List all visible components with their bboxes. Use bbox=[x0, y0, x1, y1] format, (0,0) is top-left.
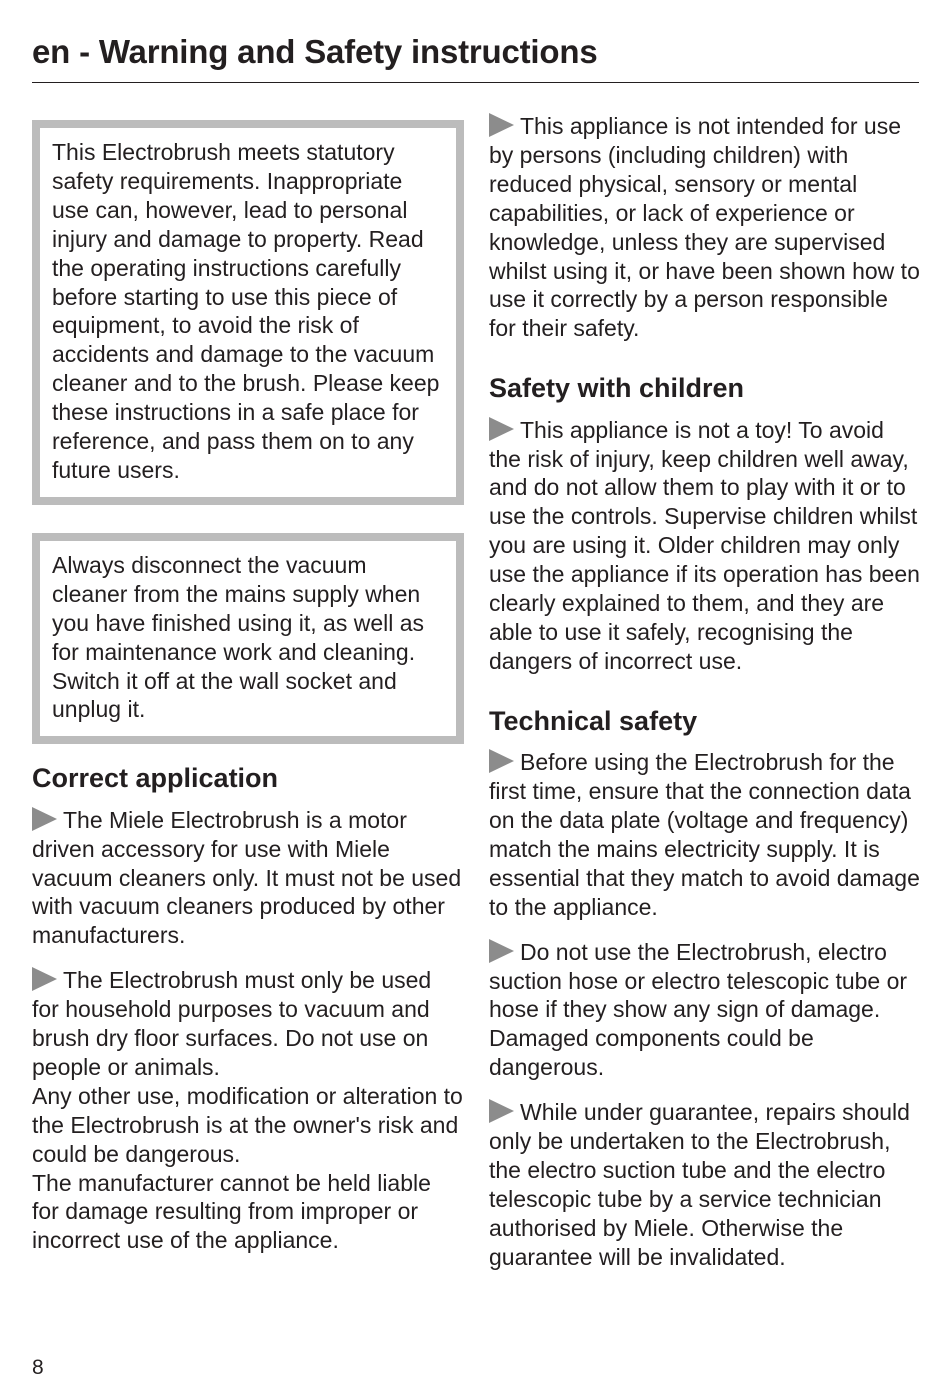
capabilities-warning bbox=[489, 110, 921, 343]
correct-application-item-1-text: The Miele Electrobrush is a motor driven accessory for use with Miele vacuum cleaners only. It must not be used with vacuum cleaners produced by other manufacturers. bbox=[32, 806, 462, 949]
page-number: 8 bbox=[32, 1356, 44, 1379]
bullet-arrow-icon bbox=[32, 807, 57, 831]
correct-application-item-2 bbox=[32, 964, 464, 1082]
page-title: en - Warning and Safety instructions bbox=[32, 33, 598, 70]
left-column bbox=[32, 110, 464, 1255]
technical-safety-heading: Technical safety bbox=[489, 705, 698, 736]
technical-item-3-text: While under guarantee, repairs should only be undertaken to the Electrobrush, the electro suction tube and the electro telescopic tube by a service technician authorised by Miele. Otherwise the guarantee will be invalidated. bbox=[489, 1099, 910, 1270]
bullet-arrow-icon bbox=[489, 939, 514, 963]
technical-item-1-text: Before using the Electrobrush for the first time, ensure that the connection data on the data plate (voltage and frequency) match the mains electricity supply. It is essential that they match to avoid damage to the appliance. bbox=[489, 749, 920, 920]
correct-application-note-1: Any other use, modification or alteration to the Electrobrush is at the owner's risk and could be dangerous. bbox=[32, 1082, 463, 1167]
technical-item-2-text: Do not use the Electrobrush, electro suction hose or electro telescopic tube or hose if they show any sign of damage. Damaged components could be dangerous. bbox=[489, 938, 908, 1081]
technical-item-1 bbox=[489, 746, 921, 921]
correct-application-item-2-text: The Electrobrush must only be used for household purposes to vacuum and brush dry floor surfaces. Do not use on people or animals. bbox=[32, 967, 432, 1080]
correct-application-heading: Correct application bbox=[32, 763, 279, 794]
right-column bbox=[489, 110, 921, 1272]
disconnect-warning-box bbox=[32, 533, 464, 744]
children-item-1-text: This appliance is not a toy! To avoid the risk of injury, keep children well away, and do not allow them to play with it or to use the controls. Supervise children whilst you are using it. Older children may only use the appliance if its operation has been clearly explained to them, and they are able to use it safely, recognising the dangers of incorrect use. bbox=[489, 416, 920, 674]
technical-item-2 bbox=[489, 936, 921, 1083]
bullet-arrow-icon bbox=[489, 1099, 514, 1123]
correct-application-note-2: The manufacturer cannot be held liable for damage resulting from improper or incorrect use of the appliance. bbox=[32, 1169, 431, 1254]
children-item-1 bbox=[489, 414, 921, 676]
correct-application-item-1 bbox=[32, 804, 464, 951]
title-divider bbox=[32, 82, 919, 83]
safety-requirements-text: This Electrobrush meets statutory safety requirements. Inappropriate use can, however, lead to personal injury and damage to property. Read the operating instructions carefully before starting to use this piece of equipment, to avoid the risk of accidents and damage to the vacuum cleaner and to the brush. Please keep these instructions in a safe place for reference, and pass them on to any future users. bbox=[52, 139, 440, 483]
safety-requirements-box bbox=[32, 120, 464, 505]
disconnect-warning-text: Always disconnect the vacuum cleaner from the mains supply when you have finished using it, as well as for maintenance work and cleaning. Switch it off at the wall socket and unplug it. bbox=[52, 551, 425, 723]
bullet-arrow-icon bbox=[489, 749, 514, 773]
bullet-arrow-icon bbox=[32, 967, 57, 991]
bullet-arrow-icon bbox=[489, 417, 514, 441]
capabilities-warning-text: This appliance is not intended for use by persons (including children) with reduced physical, sensory or mental capabilities, or lack of experience or knowledge, unless they are supervised whilst using it, or have been shown how to use it correctly by a person responsible for their safety. bbox=[489, 113, 920, 342]
safety-with-children-heading: Safety with children bbox=[489, 373, 745, 404]
bullet-arrow-icon bbox=[489, 113, 514, 137]
technical-item-3 bbox=[489, 1096, 921, 1271]
